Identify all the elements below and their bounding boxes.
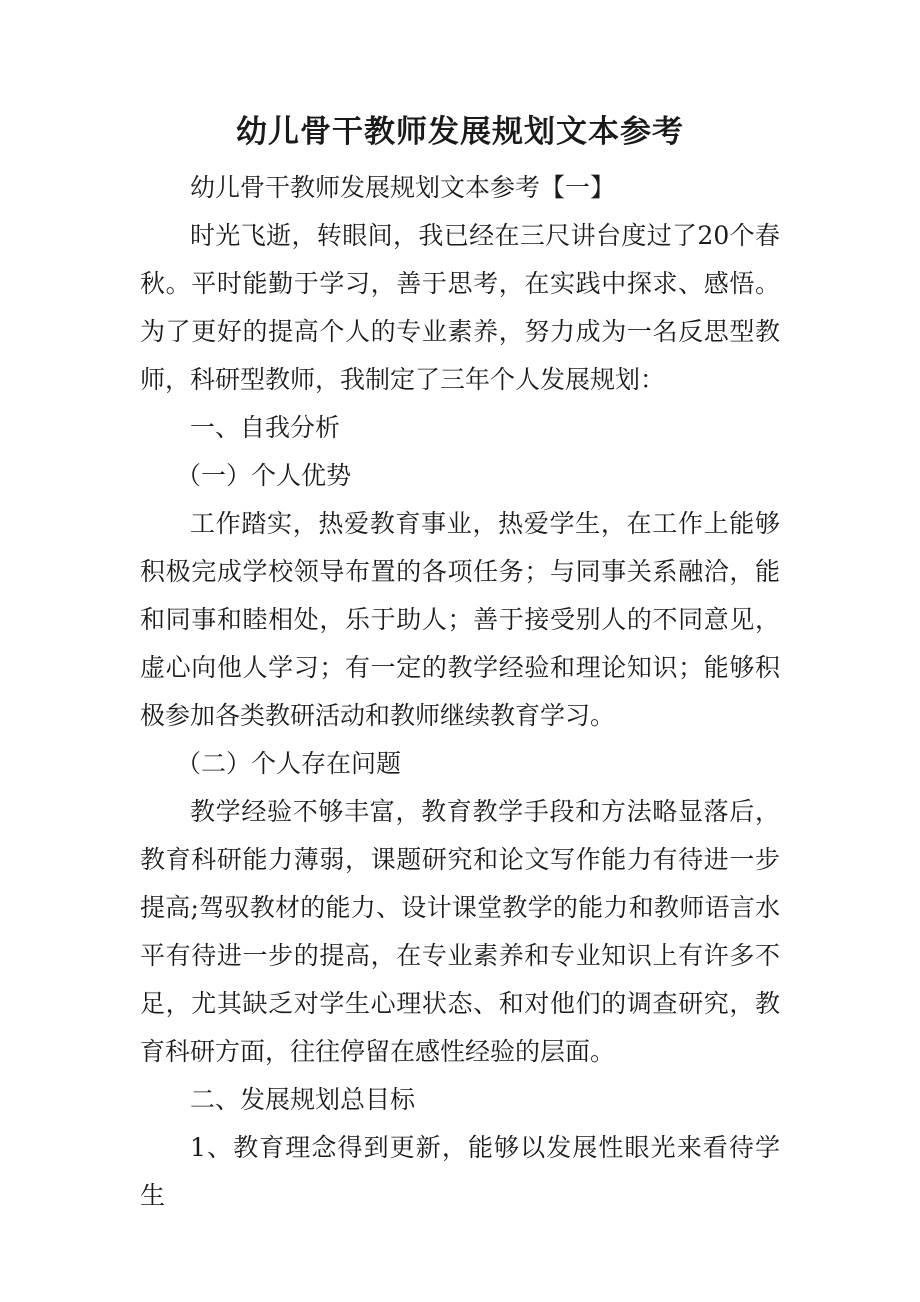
intro-paragraph: 时光飞逝，转眼间，我已经在三尺讲台度过了20个春秋。平时能勤于学习，善于思考，在实践中探求、感悟。为了更好的提高个人的专业素养，努力成为一名反思型教师，科研型教师，我制定了三年个人发展规划： — [140, 221, 780, 394]
subsection-heading-problems: （二）个人存在问题 — [176, 749, 402, 778]
document-subtitle: 幼儿骨干教师发展规划文本参考【一】 — [190, 173, 616, 202]
document-body — [140, 164, 780, 1220]
section-heading-goals: 二、发展规划总目标 — [190, 1085, 416, 1114]
document-title: 幼儿骨干教师发展规划文本参考 — [236, 114, 684, 150]
section-heading-self-analysis: 一、自我分析 — [190, 413, 341, 442]
strengths-paragraph: 工作踏实，热爱教育事业，热爱学生，在工作上能够积极完成学校领导布置的各项任务；与同事关系融洽，能和同事和睦相处，乐于助人；善于接受别人的不同意见，虚心向他人学习；有一定的教学经验和理论知识；能够积极参加各类教研活动和教师继续教育学习。 — [140, 509, 780, 730]
problems-paragraph: 教学经验不够丰富，教育教学手段和方法略显落后，教育科研能力薄弱，课题研究和论文写作能力有待进一步提高;驾驭教材的能力、设计课堂教学的能力和教师语言水平有待进一步的提高，在专业素养和专业知识上有许多不足，尤其缺乏对学生心理状态、和对他们的调查研究，教育科研方面，往往停留在感性经验的层面。 — [140, 797, 780, 1066]
goal-item-1: 1、教育理念得到更新，能够以发展性眼光来看待学生 — [140, 1133, 780, 1210]
subsection-heading-strengths: （一）个人优势 — [176, 461, 352, 490]
